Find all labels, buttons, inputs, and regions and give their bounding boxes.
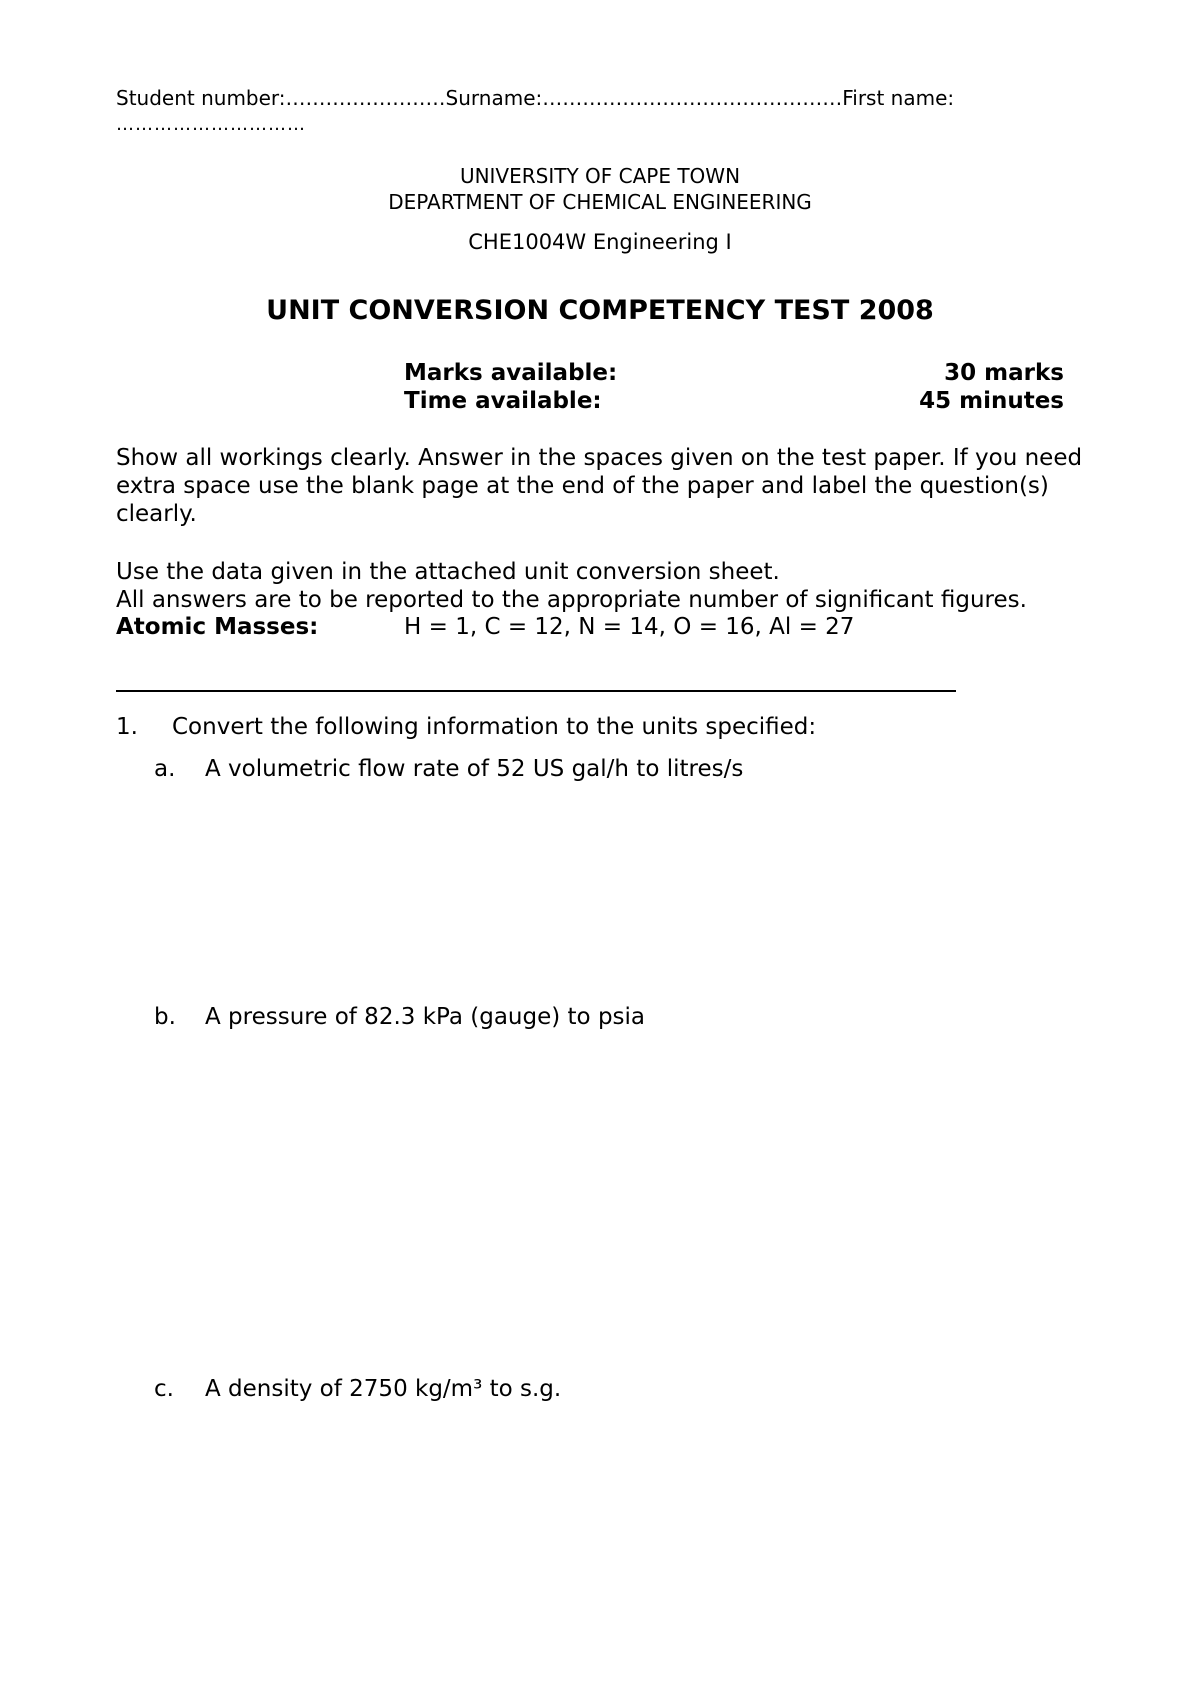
sig-figs-instruction: All answers are to be reported to the appropriate number of significant figures. [116, 587, 1027, 613]
department-name: DEPARTMENT OF CHEMICAL ENGINEERING [388, 190, 812, 214]
data-instruction: Use the data given in the attached unit conversion sheet. [116, 559, 780, 585]
test-title: UNIT CONVERSION COMPETENCY TEST 2008 [266, 295, 934, 326]
course-code: CHE1004W Engineering I [468, 230, 732, 254]
student-details-line: Student number:……………………Surname:………………………………………First name: [116, 86, 955, 110]
instructions-paragraph: Show all workings clearly. Answer in the spaces given on the test paper. If you need extra space use the blank page at the end of the paper and label the question(s) clearly. [116, 445, 1083, 527]
atomic-masses-label: Atomic Masses: [116, 614, 319, 640]
marks-available-value: 30 marks [944, 360, 1064, 386]
university-name: UNIVERSITY OF CAPE TOWN [459, 164, 741, 188]
marks-available-label: Marks available: [404, 360, 618, 386]
part-a-text: A volumetric flow rate of 52 US gal/h to litres/s [205, 756, 744, 782]
question-number: 1. [116, 714, 138, 740]
part-a-letter: a. [154, 756, 176, 782]
part-b-text: A pressure of 82.3 kPa (gauge) to psia [205, 1004, 646, 1030]
first-name-dots: ………………………… [116, 114, 306, 135]
part-c-text: A density of 2750 kg/m³ to s.g. [205, 1376, 562, 1402]
question-text: Convert the following information to the units specified: [172, 714, 817, 740]
part-c-letter: c. [154, 1376, 174, 1402]
section-divider [116, 690, 956, 692]
atomic-masses-values: H = 1, C = 12, N = 14, O = 16, Al = 27 [404, 614, 855, 640]
time-available-label: Time available: [404, 388, 602, 414]
time-available-value: 45 minutes [919, 388, 1064, 414]
part-b-letter: b. [154, 1004, 176, 1030]
